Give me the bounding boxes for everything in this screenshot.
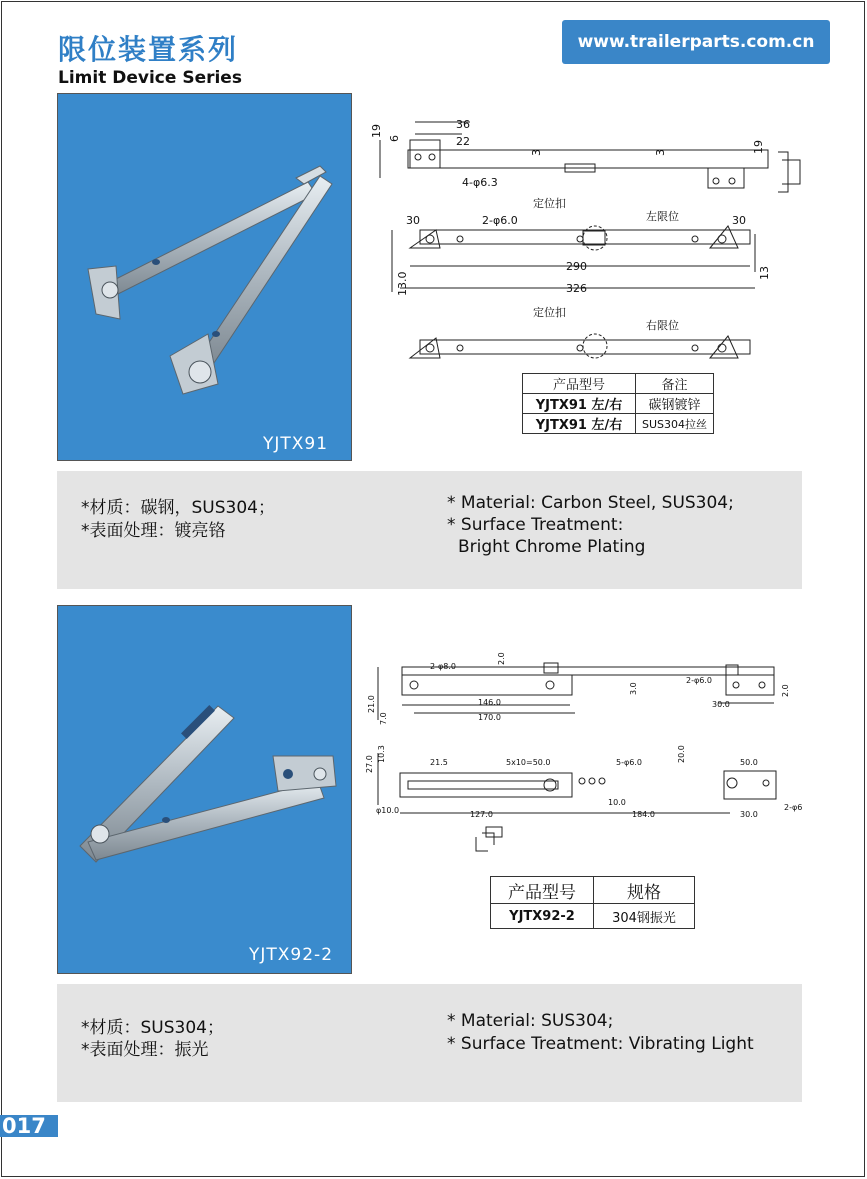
dim-30b: 30.0	[740, 810, 758, 819]
dim-19a: 19	[370, 124, 383, 138]
holes-4-phi: 4-φ6.3	[462, 176, 498, 189]
dim-21: 21.0	[367, 695, 376, 713]
spec-en-material: * Material: SUS304;	[447, 1011, 614, 1031]
table-cell: YJTX91 左/右	[523, 394, 636, 414]
spec-cn-treatment: *表面处理：镀亮铬	[81, 521, 226, 541]
dim-184: 184.0	[632, 810, 655, 819]
table-cell: 碳钢镀锌	[636, 394, 714, 414]
dim-36: 36	[456, 118, 470, 131]
table-header: 规格	[594, 877, 695, 904]
dim-3b: 3	[654, 149, 667, 156]
dim-20: 20.0	[677, 745, 686, 763]
spec-cn-material: *材质：SUS304；	[81, 1018, 224, 1038]
spec-panel-yjtx91	[57, 471, 802, 589]
phi-10: φ10.0	[376, 806, 400, 815]
holes-2-phi8: 2-φ8.0	[430, 662, 456, 671]
stay-arm-illustration	[58, 94, 353, 462]
dim-19b: 19	[752, 140, 765, 154]
locator2-label: 定位扣	[533, 306, 566, 319]
dim-290: 290	[566, 260, 587, 273]
table-cell: YJTX92-2	[491, 904, 594, 929]
table-cell: YJTX91 左/右	[523, 414, 636, 434]
product-model-label: YJTX91	[263, 434, 329, 454]
technical-drawing-yjtx92-2	[365, 645, 803, 855]
page-number: 017	[0, 1115, 58, 1137]
table-header: 备注	[636, 374, 714, 394]
spec-cn-material: *材质：碳钢，SUS304；	[81, 498, 275, 518]
table-header: 产品型号	[491, 877, 594, 904]
product-table-yjtx91	[522, 373, 714, 434]
spec-cn-treatment: *表面处理：振光	[81, 1040, 209, 1060]
table-cell: SUS304拉丝	[636, 414, 714, 434]
dim-7: 7.0	[379, 712, 388, 725]
stay-arm-illustration	[58, 606, 353, 975]
table-cell: 304钢振光	[594, 904, 695, 929]
product-photo-yjtx92-2	[57, 605, 352, 974]
dim-10-3: 10.3	[377, 745, 386, 763]
product-photo-yjtx91	[57, 93, 352, 461]
dim-5x10: 5x10=50.0	[506, 758, 551, 767]
left-limit-label: 左限位	[646, 210, 679, 223]
dim-10: 10.0	[608, 798, 626, 807]
dim-30b: 30	[732, 214, 746, 227]
holes-2-phi: 2-φ6.0	[482, 214, 518, 227]
page-title-en: Limit Device Series	[58, 68, 242, 88]
spec-en-treatment: * Surface Treatment:	[447, 515, 624, 535]
dim-50: 50.0	[740, 758, 758, 767]
dim-3a: 3	[530, 149, 543, 156]
holes-2-phi6: 2-φ6.0	[686, 676, 712, 685]
dim-146: 146.0	[478, 698, 501, 707]
product-model-label: YJTX92-2	[249, 945, 334, 965]
table-header: 产品型号	[523, 374, 636, 394]
product-table-yjtx92-2	[490, 876, 695, 929]
dim-6: 6	[388, 135, 401, 142]
dim-30: 30.0	[712, 700, 730, 709]
locator-label: 定位扣	[533, 197, 566, 210]
dim-2a: 2.0	[497, 652, 506, 665]
dim-2b: 2.0	[781, 684, 790, 697]
dim-3: 3.0	[629, 682, 638, 695]
dim-127: 127.0	[470, 810, 493, 819]
dim-13b: 13	[758, 266, 771, 280]
website-url-badge[interactable]: www.trailerparts.com.cn	[562, 20, 830, 64]
dim-30a: 30	[406, 214, 420, 227]
dim-13a: 13.0	[396, 271, 409, 296]
dim-21-5: 21.5	[430, 758, 448, 767]
page-title-cn: 限位装置系列	[58, 33, 239, 66]
spec-en-treatment-detail: Bright Chrome Plating	[458, 537, 646, 557]
technical-drawing-yjtx91	[370, 112, 790, 392]
holes-5-phi6: 5-φ6.0	[616, 758, 642, 767]
dim-22: 22	[456, 135, 470, 148]
dim-326: 326	[566, 282, 587, 295]
right-limit-label: 右限位	[646, 319, 679, 332]
spec-panel-yjtx92-2	[57, 984, 802, 1102]
dim-170: 170.0	[478, 713, 501, 722]
dim-27: 27.0	[365, 755, 374, 773]
spec-en-treatment: * Surface Treatment: Vibrating Light	[447, 1034, 754, 1054]
spec-en-material: * Material: Carbon Steel, SUS304;	[447, 493, 734, 513]
holes-2-phi6b: 2-φ6	[784, 803, 803, 812]
